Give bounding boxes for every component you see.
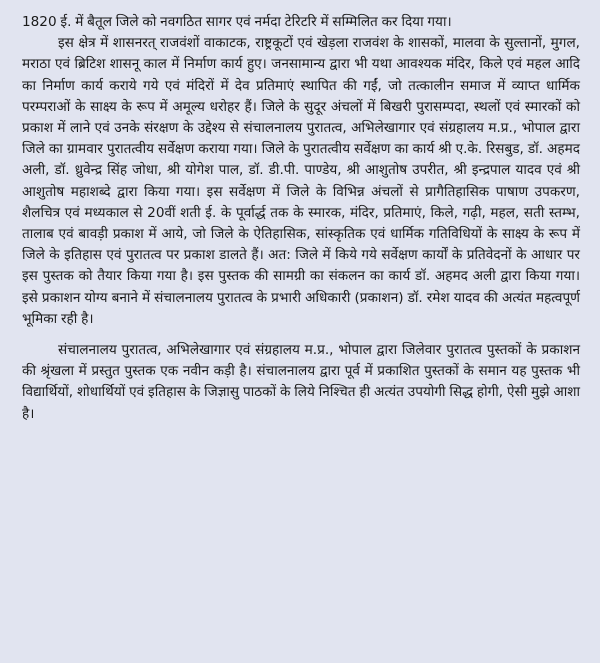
paragraph-2: इस क्षेत्र में शासनरत् राजवंशों वाकाटक, राष्ट्रकूटों एवं खेड़ला राजवंश के शासकों, मालवा के सुल्तानों, मुगल, मराठा एवं ब्रिटिश शासनू काल में निर्माण कार्य हुए। जनसामान्य द्वारा भी यथा आवश्यक मंदिर, किले एवं महल आदि का निर्माण कार्य कराये गये एवं मंदिरों में देव प्रतिमाएं स्थापित की गईं, जो तत्कालीन समाज में व्याप्त धार्मिक परम्पराओं के साक्ष्य के रूप में अमूल्य धरोहर हैं। जिले के सुदूर अंचलों में बिखरी पुरासम्पदा, स्थलों एवं स्मारकों को प्रकाश में लाने एवं उनके संरक्षण के उद्देश्य से संचालनालय पुरातत्व, अभिलेखागार एवं संग्रहालय म.प्र., भोपाल द्वारा जिले का ग्रामवार पुरातत्वीय सर्वेक्षण कराया गया। जिले के पुरातत्वीय सर्वेक्षण का कार्य श्री ए.के. रिसबुड, डॉ. अहमद अली, डॉ. ध्रुवेन्द्र सिंह जोधा, श्री योगेश पाल, डॉ. डी.पी. पाण्डेय, श्री आशुतोष उपरीत, श्री इन्द्रपाल यादव एवं श्री आशुतोष महाशब्दे द्वारा किया गया। इस सर्वेक्षण में जिले के विभिन्न अंचलों से प्रागैतिहासिक पाषाण उपकरण, शैलचित्र एवं मध्यकाल से 20वीं शती ई. के पूर्वार्द्ध तक के स्मारक, मंदिर, प्रतिमाएं, किले, गढ़ी, महल, सती स्तम्भ, तालाब एवं बावड़ी प्रकाश में आये, जो जिले के ऐतिहासिक, सांस्कृतिक एवं धार्मिक गतिविधियों के साक्ष्य के रूप में जिले के इतिहास एवं पुरातत्व पर प्रकाश डालते हैं। अत: जिले में किये गये सर्वेक्षण कार्यों के प्रतिवेदनों के आधार पर इस पुस्तक को तैयार किया गया है। इस पुस्तक की सामग्री का संकलन का कार्य डॉ. अहमद अली द्वारा किया गया। इसे प्रकाशन योग्य बनाने में संचालनालय पुरातत्व के प्रभारी अधिकारी (प्रकाशन) डॉ. रमेश यादव की अत्यंत महत्वपूर्ण भूमिका रही है।	[22, 35, 580, 327]
paragraph-1: 1820 ई. में बैतूल जिले को नवगठित सागर एवं नर्मदा टेरिटरि में सम्मिलित कर दिया गया।	[22, 14, 452, 30]
paragraph-3: संचालनालय पुरातत्व, अभिलेखागार एवं संग्रहालय म.प्र., भोपाल द्वारा जिलेवार पुरातत्व पुस्तकों के प्रकाशन की श्रृंखला में प्रस्तुत पुस्तक एक नवीन कड़ी है। संचालनालय द्वारा पूर्व में प्रकाशित पुस्तकों के समान यह पुस्तक भी विद्यार्थियों, शोधार्थियों एवं इतिहास के जिज्ञासु पाठकों के लिये निश्चित ही अत्यंत उपयोगी सिद्ध होगी, ऐसी मुझे आशा है।	[22, 342, 580, 422]
